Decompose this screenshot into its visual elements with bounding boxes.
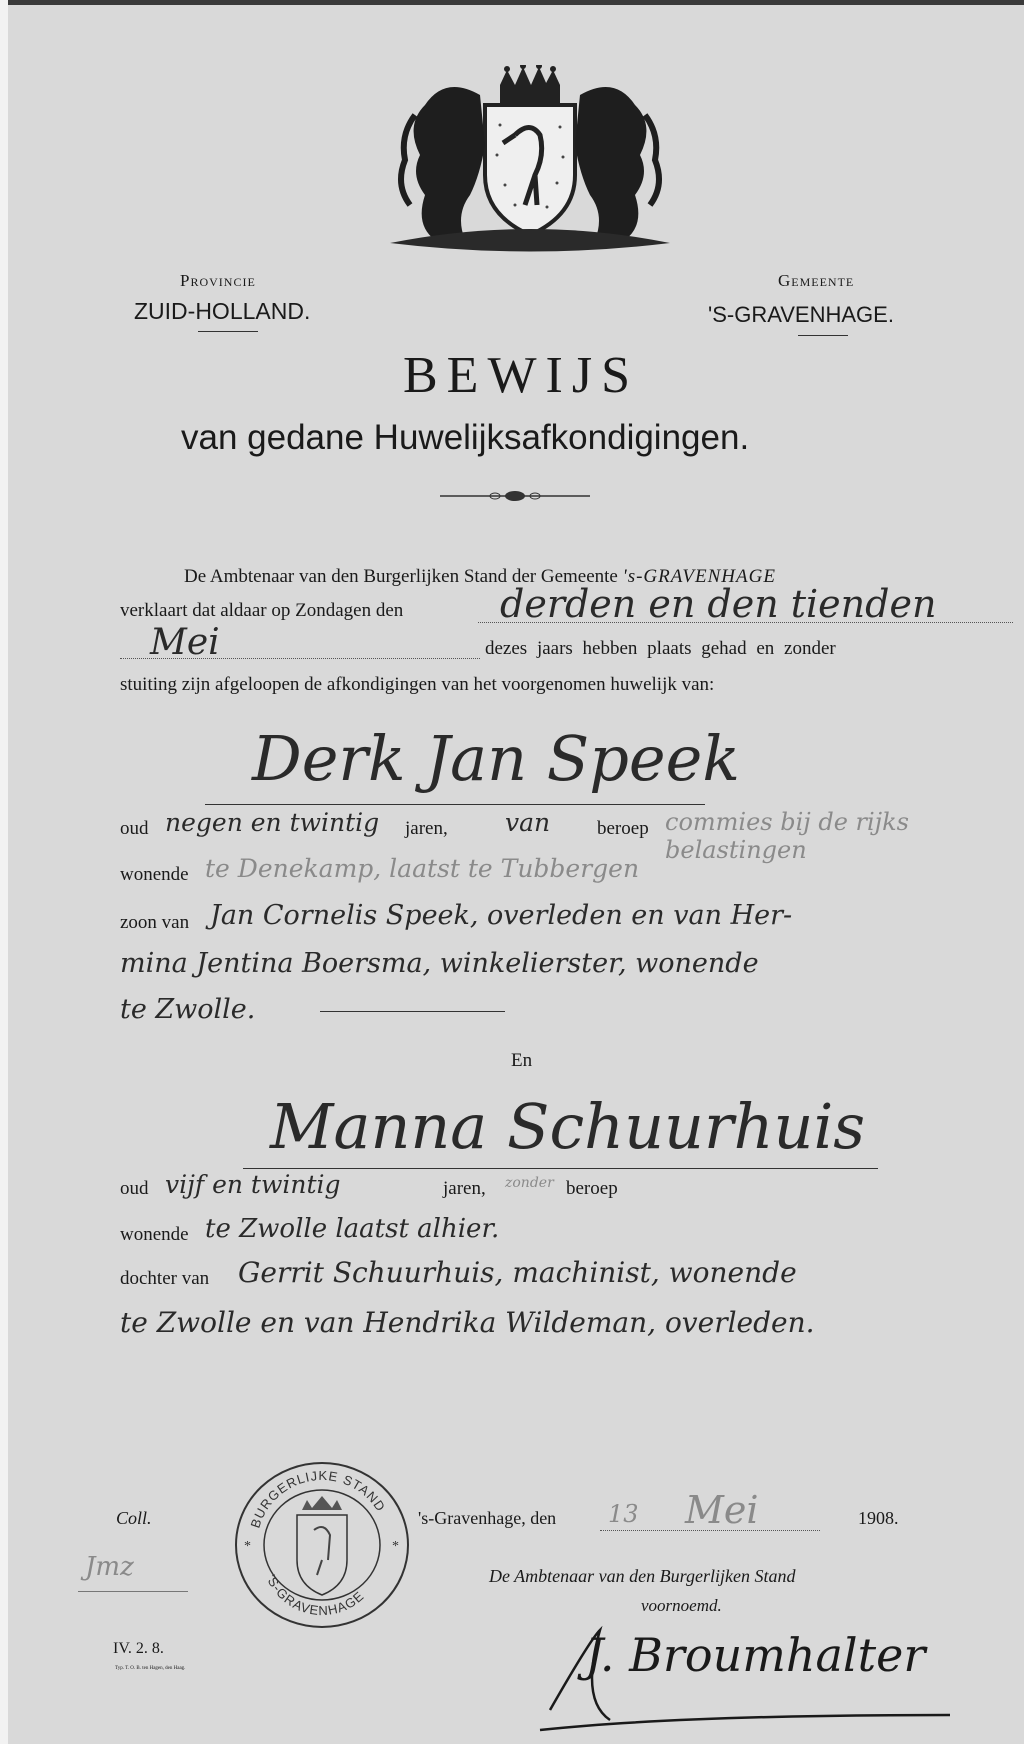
groom-parents-line1: Jan Cornelis Speek, overleden en van Her- (210, 900, 793, 931)
page-edge-top (0, 0, 1024, 5)
bride-wonende-label: wonende (120, 1224, 189, 1245)
bride-oud-label: oud (120, 1178, 149, 1199)
stamp-top-text: BURGERLIJKE STAND (247, 1467, 389, 1530)
municipality-name: 'S-GRAVENHAGE. (708, 302, 894, 327)
declaration-line3: dezes jaars hebben plaats gehad en zonder (485, 638, 836, 659)
official-signature: J. Broumhalter (585, 1628, 926, 1682)
bride-age: vijf en twintig (165, 1170, 341, 1199)
bride-beroep-label: beroep (566, 1178, 618, 1199)
province-underline (198, 331, 258, 332)
dates-handwritten: derden en den tienden (500, 582, 937, 626)
place-label: 's-Gravenhage, den (418, 1508, 557, 1528)
groom-zoon-label: zoon van (120, 912, 190, 933)
svg-text:BURGERLIJKE STAND (247, 1468, 388, 1530)
groom-jaren-label: jaren, (405, 818, 448, 839)
official-stamp (232, 1460, 412, 1630)
groom-parents-line3: te Zwolle. (120, 994, 256, 1025)
bride-name-underline (243, 1168, 878, 1169)
svg-text:*: * (244, 1539, 251, 1554)
groom-name: Derk Jan Speek (252, 722, 740, 795)
groom-oud-label: oud (120, 818, 149, 839)
groom-residence: te Denekamp, laatst te Tubbergen (205, 854, 640, 883)
groom-name-underline (205, 804, 705, 805)
date-month: Mei (685, 1488, 759, 1532)
initials-rule (78, 1591, 188, 1592)
official-line1: De Ambtenaar van den Burgerlijken Stand (489, 1566, 796, 1586)
bride-zonder: zonder (505, 1175, 554, 1191)
province-name: ZUID-HOLLAND. (134, 298, 311, 324)
coat-of-arms-emblem (385, 65, 675, 255)
groom-beroep-label: beroep (597, 818, 649, 839)
groom-end-rule (320, 1011, 505, 1012)
stamp-bottom-text: 'S-GRAVENHAGE (263, 1572, 368, 1619)
date-day: 13 (608, 1500, 639, 1528)
bride-dochter-label: dochter van (120, 1268, 210, 1289)
ornament-divider (440, 488, 590, 504)
bride-name: Manna Schuurhuis (270, 1090, 866, 1163)
declaration-text: De Ambtenaar van den Burgerlijken Stand der Gemeente (184, 566, 618, 587)
page-edge-left (0, 0, 8, 1744)
document-subtitle: van gedane Huwelijksafkondigingen. (181, 418, 750, 457)
bride-residence: te Zwolle laatst alhier. (205, 1214, 500, 1244)
coll-label: Coll. (116, 1508, 152, 1528)
svg-text:*: * (392, 1539, 399, 1554)
groom-occupation: commies bij de rijks belastingen (665, 808, 909, 864)
declaration-municipality: 's-GRAVENHAGE (622, 566, 776, 587)
form-number: IV. 2. 8. (113, 1640, 164, 1657)
svg-text:'S-GRAVENHAGE (263, 1572, 367, 1618)
signature-flourish (530, 1620, 970, 1740)
bride-jaren-label: jaren, (443, 1178, 486, 1199)
municipality-underline (798, 335, 848, 336)
printer-line: Typ. T. O. B. ten Hagen, den Haag. (115, 1666, 186, 1671)
groom-wonende-label: wonende (120, 864, 189, 885)
bride-parents-line1: Gerrit Schuurhuis, machinist, wonende (238, 1256, 797, 1289)
document-title: BEWIJS (403, 347, 639, 404)
bride-parents-line2: te Zwolle en van Hendrika Wildeman, overleden. (120, 1306, 815, 1339)
province-label: Provincie (180, 271, 256, 290)
groom-age: negen en twintig (165, 808, 380, 837)
en-label: En (511, 1050, 533, 1071)
month-handwritten: Mei (150, 622, 220, 663)
groom-parents-line2: mina Jentina Boersma, winkelierster, wonende (120, 948, 759, 979)
date-year: 1908. (858, 1508, 899, 1528)
coll-initials: Jmz (85, 1552, 134, 1582)
declaration-line2: verklaart dat aldaar op Zondagen den (120, 600, 404, 621)
municipality-label: Gemeente (778, 271, 855, 290)
official-line2: voornoemd. (641, 1596, 722, 1615)
groom-van: van (505, 808, 551, 837)
date-dotted-line (600, 1530, 820, 1531)
declaration-line4: stuiting zijn afgeloopen de afkondigingen van het voorgenomen huwelijk van: (120, 674, 715, 695)
